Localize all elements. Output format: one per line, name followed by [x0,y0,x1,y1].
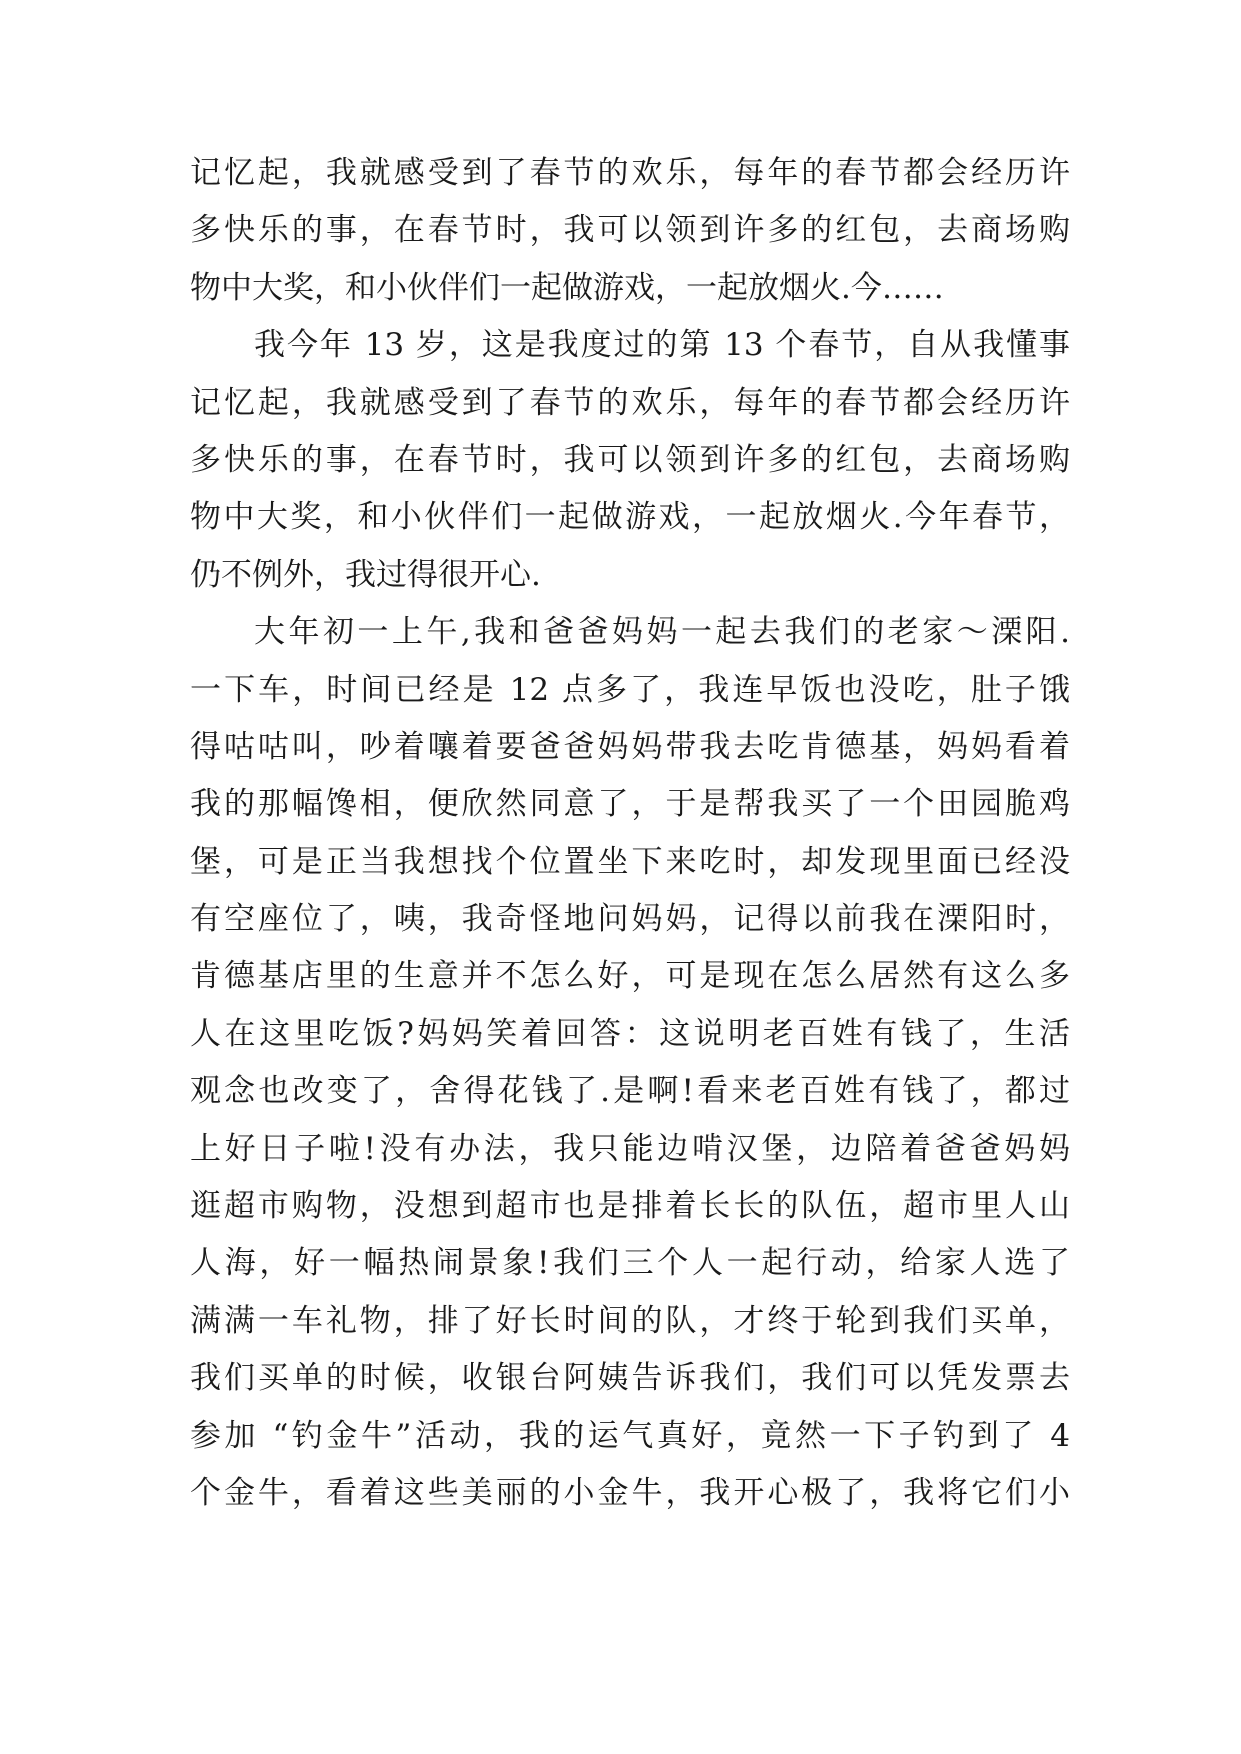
paragraph-3 [190,604,1070,1522]
text-line: 得咕咕叫，吵着嚷着要爸爸妈妈带我去吃肯德基，妈妈看着 [190,728,1070,765]
text-line: 有空座位了，咦，我奇怪地问妈妈，记得以前我在溧阳时， [190,901,1070,938]
text-line: 记忆起，我就感受到了春节的欢乐，每年的春节都会经历许 [190,384,1070,421]
text-line: 肯德基店里的生意并不怎么好，可是现在怎么居然有这么多 [190,958,1070,995]
paragraph-2 [190,317,1070,604]
text-line: 物中大奖，和小伙伴们一起做游戏，一起放烟火.今年春节， [190,499,1070,536]
body-text [190,145,1070,1522]
text-line: 仍不例外，我过得很开心. [190,556,541,593]
text-line: 多快乐的事，在春节时，我可以领到许多的红包，去商场购 [190,441,1070,478]
text-line: 我的那幅馋相，便欣然同意了，于是帮我买了一个田园脆鸡 [190,786,1070,823]
text-line: 堡，可是正当我想找个位置坐下来吃时，却发现里面已经没 [190,843,1070,880]
text-line: 我今年 13 岁，这是我度过的第 13 个春节，自从我懂事 [254,327,1070,364]
text-line: 多快乐的事，在春节时，我可以领到许多的红包，去商场购 [190,212,1070,249]
text-line: 个金牛，看着这些美丽的小金牛，我开心极了，我将它们小 [190,1474,1070,1511]
text-line: 记忆起，我就感受到了春节的欢乐，每年的春节都会经历许 [190,155,1070,191]
text-line: 上好日子啦!没有办法，我只能边啃汉堡，边陪着爸爸妈妈 [190,1130,1070,1167]
text-line: 我们买单的时候，收银台阿姨告诉我们，我们可以凭发票去 [190,1360,1070,1397]
text-line: 参加 “钓金牛”活动，我的运气真好，竟然一下子钓到了 4 [190,1417,1070,1454]
paragraph-1 [190,145,1070,317]
text-line: 一下车，时间已经是 12 点多了，我连早饭也没吃，肚子饿 [190,671,1070,708]
text-line: 大年初一上午,我和爸爸妈妈一起去我们的老家～溧阳. [254,614,1070,651]
text-line: 物中大奖，和小伙伴们一起做游戏，一起放烟火.今…… [190,269,944,306]
text-line: 人海，好一幅热闹景象!我们三个人一起行动，给家人选了 [190,1245,1070,1282]
text-line: 人在这里吃饭?妈妈笑着回答：这说明老百姓有钱了，生活 [190,1015,1070,1052]
text-line: 满满一车礼物，排了好长时间的队，才终于轮到我们买单， [190,1302,1070,1339]
text-line: 逛超市购物，没想到超市也是排着长长的队伍，超市里人山 [190,1188,1070,1225]
text-line: 观念也改变了，舍得花钱了.是啊!看来老百姓有钱了，都过 [190,1073,1070,1110]
